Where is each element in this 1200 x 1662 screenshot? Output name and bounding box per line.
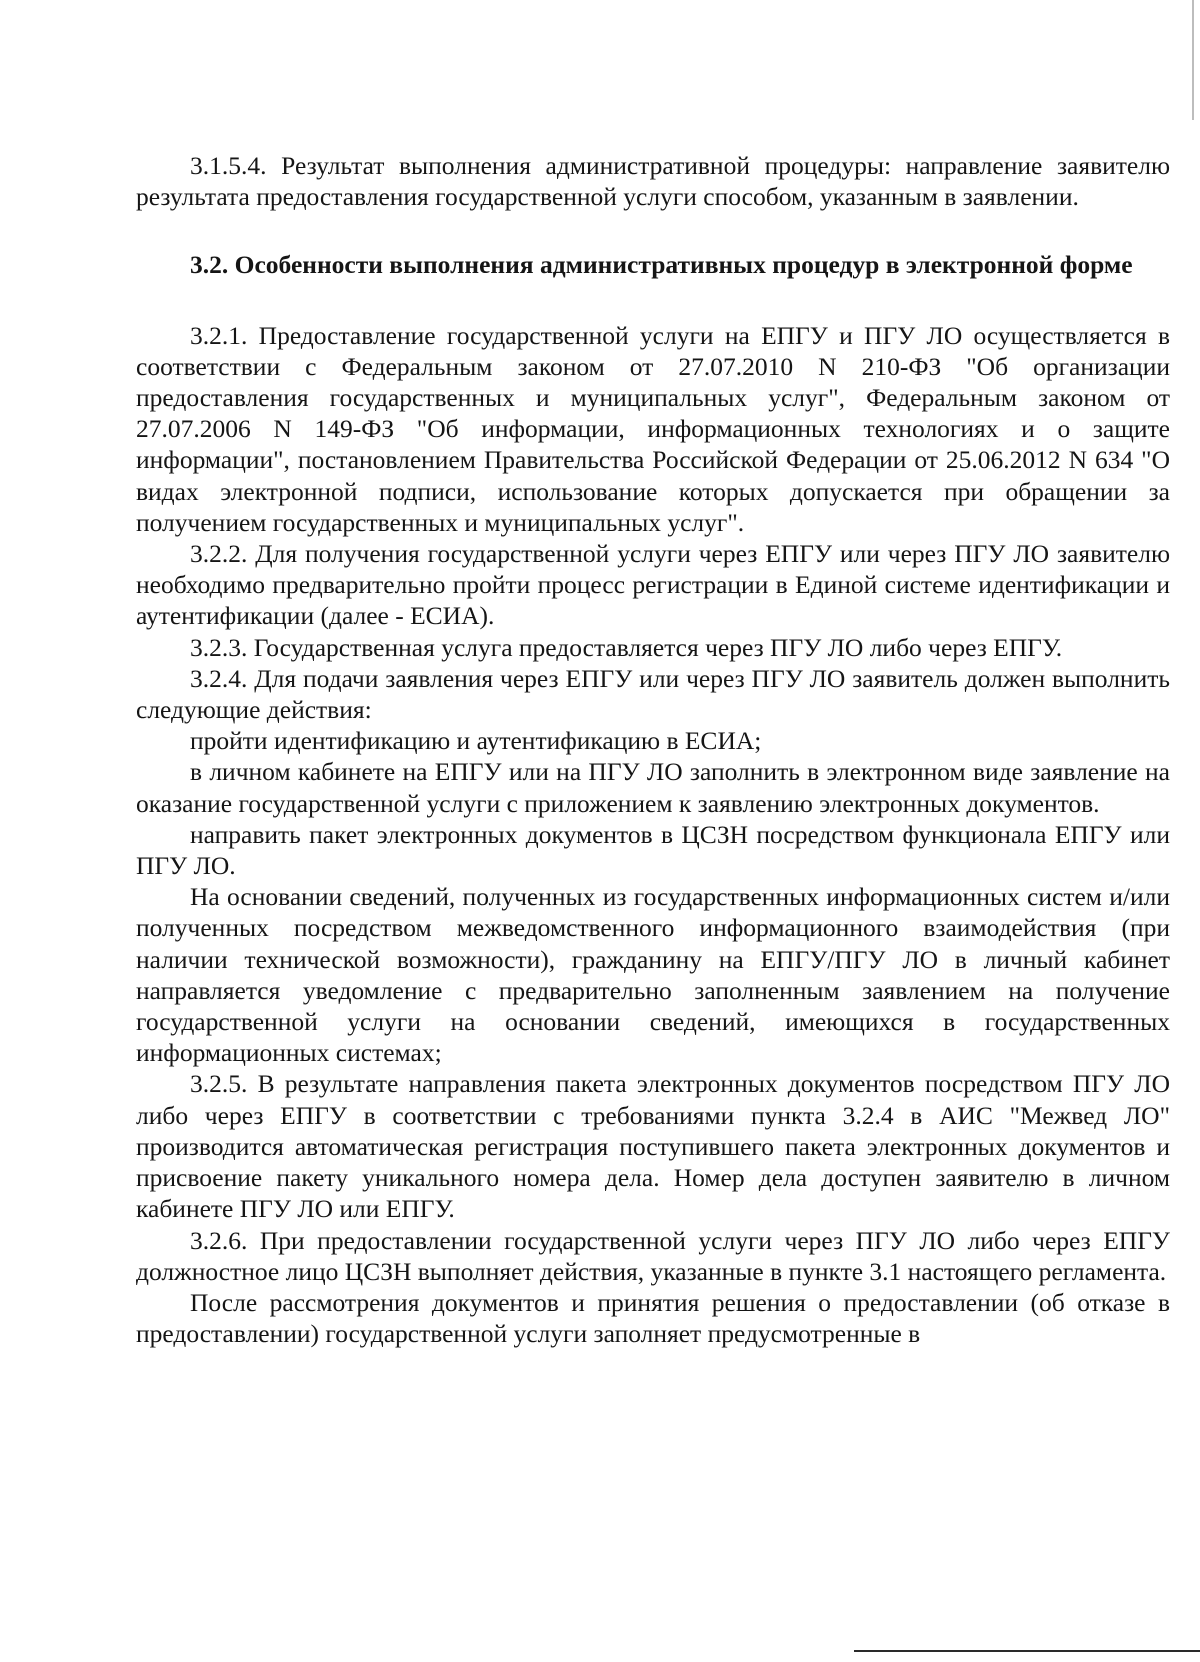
document-body xyxy=(136,150,1170,1349)
paragraph-step-send-package: направить пакет электронных документов в ЦСЗН посредством функционала ЕПГУ или ПГУ ЛО. xyxy=(136,819,1170,881)
scan-edge-line xyxy=(1192,0,1194,120)
paragraph-3-1-5-4: 3.1.5.4. Результат выполнения административной процедуры: направление заявителю результата предоставления государственной услуги способом, указанным в заявлении. xyxy=(136,151,1170,212)
paragraph-step-fill-form: в личном кабинете на ЕПГУ или на ПГУ ЛО заполнить в электронном виде заявление на оказание государственной услуги с приложением к заявлению электронных документов. xyxy=(136,757,1170,818)
paragraph-3-2-6: 3.2.6. При предоставлении государственной услуги через ПГУ ЛО либо через ЕПГУ должностное лицо ЦСЗН выполняет действия, указанные в пункте 3.1 настоящего регламента. xyxy=(136,1225,1170,1286)
paragraph-3-2-2: 3.2.2. Для получения государственной услуги через ЕПГУ или через ПГУ ЛО заявителю необходимо предварительно пройти процесс регистрации в Единой системе идентификации и аутентификации (далее - ЕСИА). xyxy=(136,539,1170,631)
paragraph-after-review: После рассмотрения документов и принятия решения о предоставлении (об отказе в предоставлении) государственной услуги заполняет предусмотренные в xyxy=(136,1287,1170,1349)
paragraph-notification: На основании сведений, полученных из государственных информационных систем и/или полученных посредством межведомственного информационного взаимодействия (при наличии технической возможности), гражданину на ЕПГУ/ПГУ ЛО в личный кабинет направляется уведомление с предварительно заполненным заявлением на получение государственной услуги на основании сведений, имеющихся в государственных информационных системах; xyxy=(136,882,1170,1068)
paragraph-3-2-5: 3.2.5. В результате направления пакета электронных документов посредством ПГУ ЛО либо через ЕПГУ в соответствии с требованиями пункта 3.2.4 в АИС "Межвед ЛО" производится автоматическая регистрация поступившего пакета электронных документов и присвоение пакету уникального номера дела. Номер дела доступен заявителю в личном кабинете ПГУ ЛО или ЕПГУ. xyxy=(136,1069,1170,1224)
paragraph-3-2-4: 3.2.4. Для подачи заявления через ЕПГУ или через ПГУ ЛО заявитель должен выполнить следующие действия: xyxy=(136,663,1170,725)
paragraph-3-2-1: 3.2.1. Предоставление государственной услуги на ЕПГУ и ПГУ ЛО осуществляется в соответствии с Федеральным законом от 27.07.2010 N 210-ФЗ "Об организации предоставления государственных и муниципальных услуг", Федеральным законом от 27.07.2006 N 149-ФЗ "Об информации, информационных технологиях и о защите информации", постановлением Правительства Российской Федерации от 25.06.2012 N 634 "О видах электронной подписи, использование которых допускается при обращении за получением государственных и муниципальных услуг". xyxy=(136,320,1170,537)
paragraph-step-esia: пройти идентификацию и аутентификацию в ЕСИА; xyxy=(190,726,762,756)
section-heading-3-2: 3.2. Особенности выполнения административных процедур в электронной форме xyxy=(190,250,1133,280)
bottom-rule-line xyxy=(854,1650,1200,1652)
paragraph-3-2-3: 3.2.3. Государственная услуга предоставляется через ПГУ ЛО либо через ЕПГУ. xyxy=(190,632,1063,662)
